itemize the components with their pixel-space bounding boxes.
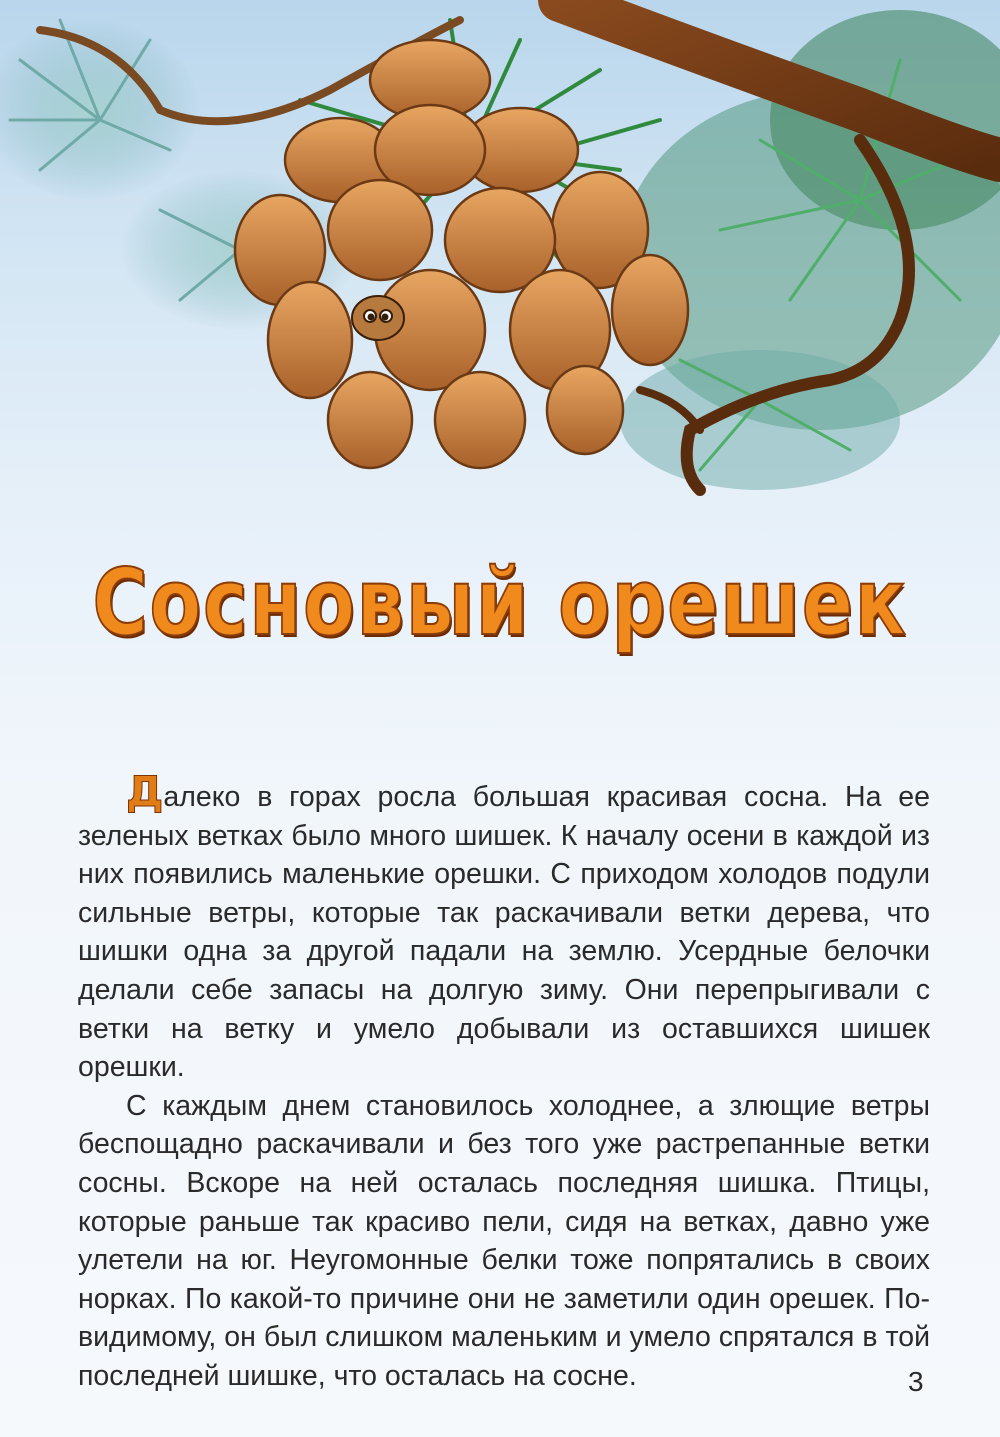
pine-cone-illustration — [0, 0, 1000, 520]
page-number: 3 — [908, 1366, 924, 1397]
story-text — [78, 767, 930, 1396]
story-paragraph-2: С каждым днем становилось холоднее, а злющие ветры беспощадно раскачивали и без того уже растрепанные ветки сосны. Вскоре на ней осталась последняя шишка. Птицы, которые раньше так красиво пели, сидя на ветках, давно уже улетели на юг. Неугомонные белки тоже попрятались в своих норках. По какой-то причине они не заметили один орешек. По-видимому, он был слишком маленьким и умело спрятался в той последней шишке, что осталась на сосне. — [78, 1089, 930, 1392]
drop-cap: Д — [126, 767, 164, 816]
story-paragraph-1 — [78, 767, 930, 1087]
paragraph-1-text: алеко в горах росла большая красивая сосна. На ее зеленых ветках было много шишек. К началу осени в каждой из них появились маленькие орешки. С приходом холодов подули сильные ветры, которые так раскачивали ветки дерева, что шишки одна за другой падали на землю. Усердные белочки делали себе запасы на долгую зиму. Они перепрыгивали с ветки на ветку и умело добывали из оставшихся шишек орешки. — [78, 781, 930, 1084]
story-title: Сосновый орешек — [90, 548, 910, 658]
nut-character — [352, 296, 404, 340]
